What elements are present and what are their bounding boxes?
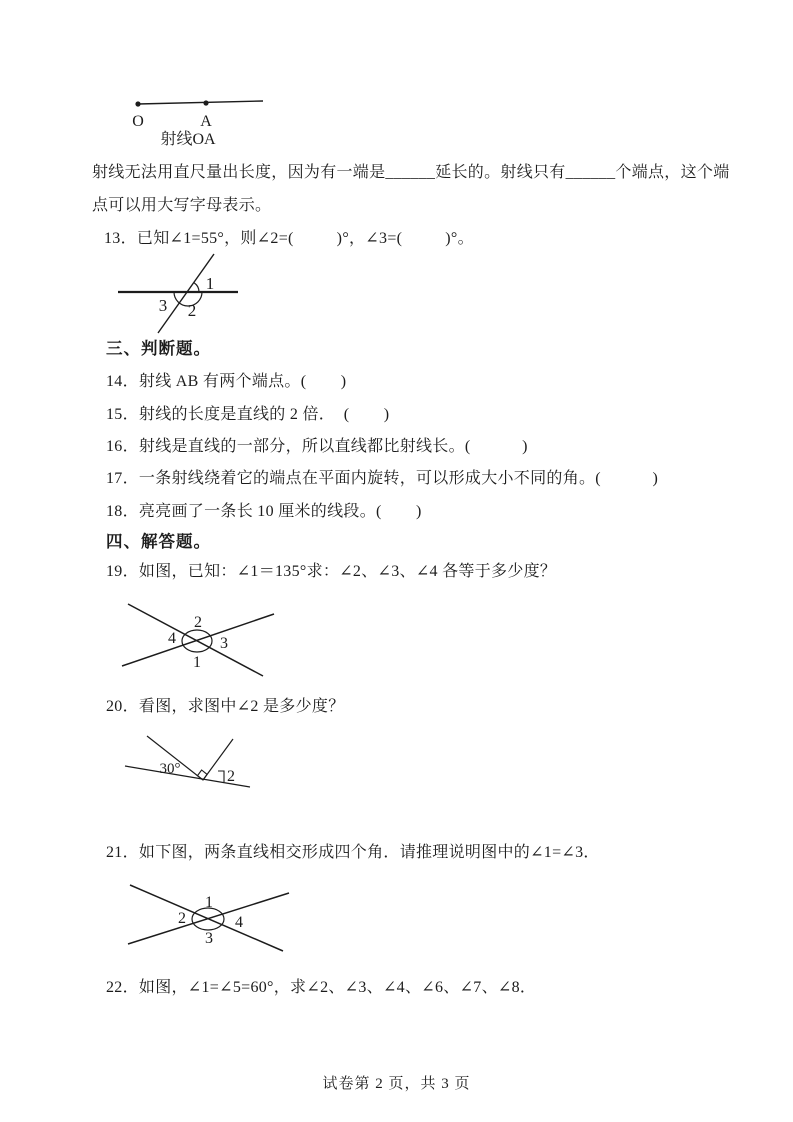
fill-blank-line-1: 射线无法用直尺量出长度，因为有一端是______延长的。射线只有______个端点，这个端 [92, 164, 730, 181]
question-21-text: 21．如下图，两条直线相交形成四个角．请推理说明图中的∠1=∠3． [106, 844, 600, 861]
question-18-text: 18．亮亮画了一条长 10 厘米的线段。( ) [106, 503, 422, 520]
angle-2-label: 2 [187, 301, 197, 320]
section-judge-title: 三、判断题。 [106, 339, 211, 358]
figure-q20-angle-30 [115, 728, 265, 798]
point-a-dot [203, 100, 208, 105]
angle-3-label: 3 [205, 930, 213, 947]
figure-q19-crossing-lines [115, 598, 280, 683]
question-16-text: 16．射线是直线的一部分，所以直线都比射线长。( ) [106, 438, 528, 455]
point-a-label: A [200, 113, 212, 130]
point-o-dot [135, 101, 140, 106]
section-solve-title: 四、解答题。 [106, 532, 211, 551]
question-19-text: 19．如图，已知：∠1＝135°求：∠2、∠3、∠4 各等于多少度？ [106, 563, 557, 580]
question-17-text: 17．一条射线绕着它的端点在平面内旋转，可以形成大小不同的角。( ) [106, 470, 659, 487]
ray-line [138, 101, 263, 104]
angle-1-label: 1 [193, 654, 201, 671]
question-15-text: 15．射线的长度是直线的 2 倍． ( ) [106, 406, 390, 423]
angle-30-label: 30° [159, 761, 181, 777]
angle-3-label: 3 [158, 296, 168, 315]
angle-2-label: 2 [227, 768, 235, 785]
angle-2-label: 2 [178, 910, 186, 927]
angle-4-label: 4 [235, 914, 243, 931]
angle-2-label: 2 [194, 614, 202, 631]
angle-3-label: 3 [220, 635, 228, 652]
figure-ray-oa [100, 88, 280, 148]
angle-1-label: 1 [205, 894, 213, 911]
point-o-label: O [132, 113, 144, 130]
transversal-line [158, 254, 214, 333]
figure-q21-crossing-lines [120, 882, 295, 957]
page-number-footer: 试卷第 2 页，共 3 页 [322, 1076, 471, 1092]
question-20-text: 20．看图，求图中∠2 是多少度？ [106, 698, 345, 715]
ray-caption: 射线OA [160, 131, 216, 148]
angle-2-mark [218, 771, 224, 782]
fill-blank-line-2: 点可以用大写字母表示。 [92, 197, 272, 214]
question-14-text: 14．射线 AB 有两个端点。( ) [106, 373, 347, 390]
question-13-text: 13．已知∠1=55°，则∠2=( )°，∠3=( )°。 [104, 230, 474, 247]
angle-1-arc [194, 283, 199, 292]
figure-q13-angles [110, 248, 250, 340]
angle-1-label: 1 [205, 274, 215, 293]
question-22-text: 22．如图，∠1=∠5=60°，求∠2、∠3、∠4、∠6、∠7、∠8． [106, 979, 537, 996]
angle-4-label: 4 [168, 630, 176, 647]
